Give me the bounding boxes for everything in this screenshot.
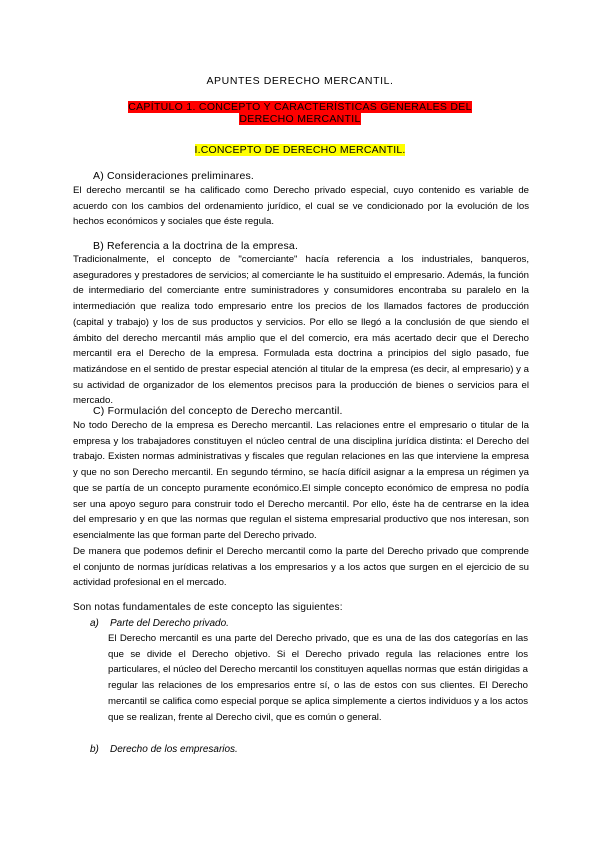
subsection-c-heading: C) Formulación del concepto de Derecho mercantil. [93,405,343,417]
subsection-c-paragraph-1: No todo Derecho de la empresa es Derecho mercantil. Las relaciones entre el empresario o titular de la empresa y los trabajadores constituyen el núcleo central de una disciplina jurídica distinta: el Derecho del trabajo. Existen normas administrativas y fiscales que regulan relaciones en las que interviene la empresa y que no son Derecho mercantil. En segundo término, se hacía difícil asignar a la empresa un régimen ya que se partía de un concepto puramente económico.El simple concepto económico de empresa no podía ser una apoyo seguro para construir todo el Derecho mercantil. Por ello, éste ha de centrarse en la idea del empresario y en que las normas que regulan el sistema empresarial productivo que nos interesan, son esencialmente las que forman parte del Derecho privado. [73,420,529,541]
section-title [0,144,600,156]
subsection-b-paragraph: Tradicionalmente, el concepto de "comerciante" hacía referencia a los industriales, banqueros, aseguradores y prestadores de servicios; al comerciante le ha sustituido el empresario. Además, la función de intermediario del comerciante entre suministradores y consumidores encontraba su paralelo en la intermediación que realiza todo empresario entre los precios de los llamados factores de producción (capital y trabajo) y los de sus productos y servicios. Por ello se llegó a la conclusión de que siendo el ámbito del derecho mercantil más amplio que el del comercio, era más acertado decir que el Derecho mercantil era el Derecho de la empresa. Formulada esta doctrina a principios del siglo pasado, fue matizándose en el sentido de prestar especial atención al titular de la empresa (es decir, al empresario) y a su actividad de organizador de los elementos precisos para la producción de bienes o servicios para el mercado. [73,254,529,407]
subsection-a-heading: A) Consideraciones preliminares. [93,170,255,182]
notes-intro: Son notas fundamentales de este concepto las siguientes: [73,602,343,613]
subsection-a-paragraph: El derecho mercantil se ha calificado como Derecho privado especial, cuyo contenido es variable de acuerdo con los cambios del ordenamiento jurídico, el cual se ve condicionado por la evolución de los hechos económicos y sociales que éste regula. [73,185,529,228]
note-b-label: b) [90,744,99,755]
chapter-title [100,101,500,125]
note-b-heading [90,744,238,755]
chapter-title-text: CAPÍTULO 1. CONCEPTO Y CARACTERÍSTICAS GENERALES DEL DERECHO MERCANTIL [128,101,472,125]
document-title: APUNTES DERECHO MERCANTIL. [206,75,394,87]
note-b-title: Derecho de los empresarios. [110,744,238,755]
note-a-body: El Derecho mercantil es una parte del Derecho privado, que es una de las dos categorías en las que se divide el Derecho objetivo. Si el Derecho privado regula las relaciones entre los particulares, el núcleo del Derecho mercantil los constituyen aquellas normas que están dirigidas a regular las relaciones de los empresarios entre sí, o las de estos con sus clientes. El Derecho mercantil se califica como especial porque se aplica simplemente a ciertos individuos y a los actos que se realizan, frente al Derecho civil, que es común o general. [108,633,528,723]
note-a-label: a) [90,618,99,629]
note-a-title: Parte del Derecho privado. [110,618,229,629]
section-title-text: I.CONCEPTO DE DERECHO MERCANTIL. [194,144,406,156]
subsection-b-heading: B) Referencia a la doctrina de la empresa. [93,240,299,252]
subsection-c-paragraph-2: De manera que podemos definir el Derecho mercantil como la parte del Derecho privado que comprende el conjunto de normas jurídicas relativas a los empresarios y a los actos que surgen en el ejercicio de su actividad profesional en el mercado. [73,546,529,589]
note-a-heading [90,618,229,629]
